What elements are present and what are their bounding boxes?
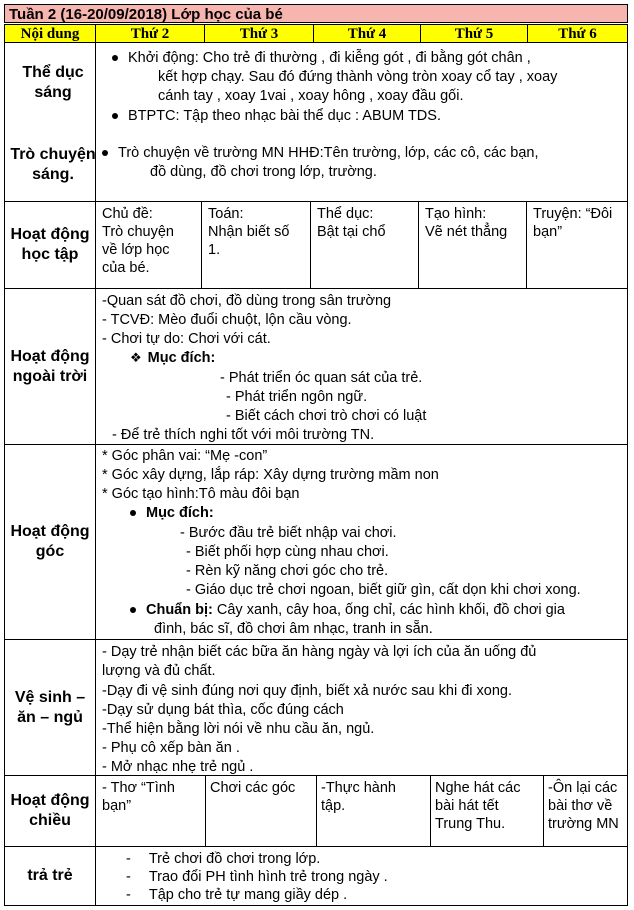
cell-line: - Thơ “Tình [102,780,175,796]
cell-line: Chủ đề: [102,206,153,222]
cell-line: bạn” [533,224,563,240]
diamond-bullet-icon: ❖ [130,350,142,365]
cell-line: Vẽ nét thẳng [425,224,508,240]
list-item: - Để trẻ thích nghi tốt với môi trường TN. [112,427,375,443]
list-item: - Biết cách chơi trò chơi có luật [226,408,427,424]
cell-line: Toán: [208,206,244,222]
cell-line: trường MN [548,816,619,832]
hoc-tap-wed [310,201,419,289]
cell-line: Chơi các góc [210,780,296,796]
label-ngoai-troi: Hoạt động ngoài trời [4,288,96,445]
lesson-plan-sheet [4,4,630,906]
list-item: Khởi động: Cho trẻ đi thường , đi kiễng gót , đi bằng gót chân , [136,49,531,67]
list-item: BTPTC: Tập theo nhạc bài thể dục : ABUM TDS. [136,107,441,125]
label-tra-tre: trả trẻ [4,846,96,906]
label-chieu: Hoạt động chiều [4,775,96,847]
header-tue: Thứ 3 [204,24,314,43]
list-item: * Góc phân vai: “Mẹ -con” [102,448,268,464]
cell-line: -Ôn lại các [548,780,618,796]
label-cell-morning [4,42,96,202]
header-mon: Thứ 2 [95,24,205,43]
hoc-tap-thu [418,201,527,289]
cell-line: bài hát tết [435,798,499,814]
cell-line: bạn” [102,798,132,814]
chieu-tue [205,775,317,847]
list-item: kết hợp chạy. Sau đó đứng thành vòng tròn xoay cổ tay , xoay [158,69,558,85]
label-goc: Hoạt động góc [4,444,96,640]
list-item: * Góc tạo hình:Tô màu đôi bạn [102,486,300,502]
list-item: -Quan sát đồ chơi, đồ dùng trong sân trường [102,293,392,309]
bullet-icon [112,55,118,61]
cell-line: bài thơ về [548,798,613,814]
cell-line: Nghe hát các [435,780,521,796]
bullet-icon [130,607,136,613]
hoc-tap-tue [201,201,311,289]
hoc-tap-fri [526,201,628,289]
goc-content [95,444,628,640]
list-item: - Trao đổi PH tình hình trẻ trong ngày . [126,869,388,885]
list-item: - Tập cho trẻ tự mang giầy dép . [126,887,348,903]
cell-line: -Thực hành [321,780,396,796]
list-item: - TCVĐ: Mèo đuổi chuột, lộn cầu vòng. [102,312,352,328]
list-item: - Bước đầu trẻ biết nhập vai chơi. [180,525,397,541]
label-hoc-tap: Hoạt động học tập [4,201,96,289]
chieu-thu [430,775,544,847]
chieu-wed [316,775,431,847]
header-wed: Thứ 4 [313,24,421,43]
cell-line: Trò chuyện [102,224,174,240]
bullet-icon [112,113,118,119]
cell-line: tập. [321,798,346,814]
muc-dich-heading: ❖ Mục đích: [130,350,216,366]
header-thu: Thứ 5 [420,24,528,43]
chieu-fri [543,775,628,847]
muc-dich-heading: Mục đích: [154,504,214,522]
hoc-tap-mon [95,201,202,289]
cell-line: Truyện: “Đôi [533,206,613,222]
list-item: - Rèn kỹ năng chơi góc cho trẻ. [186,563,389,579]
list-item: đồ dùng, đồ chơi trong lớp, trường. [150,164,377,180]
cell-line: Tạo hình: [425,206,487,222]
tra-tre-content [95,846,628,906]
cell-line: của bé. [102,260,150,276]
list-item: * Góc xây dựng, lắp ráp: Xây dựng trường mầm non [102,467,439,483]
list-item: - Biết phối hợp cùng nhau chơi. [186,544,389,560]
header-fri: Thứ 6 [527,24,628,43]
list-item: - Mở nhạc nhẹ trẻ ngủ . [102,759,254,775]
header-content: Nội dung [4,24,96,43]
list-item: - Dạy trẻ nhận biết các bữa ăn hàng ngày và lợi ích của ăn uống đủ [102,644,537,660]
label-the-duc: Thể dục sáng [22,64,84,101]
bullet-icon [130,510,136,516]
list-item: - Phụ cô xếp bàn ăn . [102,740,240,756]
list-item: - Phát triển ngôn ngữ. [226,389,368,405]
list-item: lượng và đủ chất. [102,663,216,679]
list-item: -Dạy đi vệ sinh đúng nơi quy định, biết xả nước sau khi đi xong. [102,683,512,699]
list-item: - Giáo dục trẻ chơi ngoan, biết giữ gìn, cất dọn khi chơi xong. [186,582,581,598]
cell-line: Bật tại chổ [317,224,386,240]
list-item: cánh tay , xoay 1vai , xoay hông , xoay đầu gối. [158,88,464,104]
list-item: -Thể hiện bằng lời nói về nhu cầu ăn, ngủ. [102,721,375,737]
cell-line: Thể dục: [317,206,374,222]
chieu-mon [95,775,206,847]
cell-line: Nhận biết số [208,224,290,240]
morning-content [95,42,628,202]
cell-line: về lớp học [102,242,170,258]
page-title: Tuần 2 (16-20/09/2018) Lớp học của bé [4,4,628,23]
cell-line: 1. [208,242,221,258]
list-item: -Dạy sử dụng bát thìa, cốc đúng cách [102,702,344,718]
label-ve-sinh: Vệ sinh – ăn – ngủ [4,639,96,776]
chuan-bi-line: Chuẩn bị: Cây xanh, cây hoa, ống chỉ, các hình khối, đồ chơi gia [154,601,565,619]
cell-line: Trung Thu. [435,816,506,832]
label-tro-chuyen: Trò chuyện sáng. [10,146,96,183]
list-item: - Phát triển óc quan sát của trẻ. [220,370,423,386]
list-item: - Chơi tự do: Chơi với cát. [102,331,271,347]
ve-sinh-content [95,639,628,776]
bullet-icon [102,150,108,156]
list-item: Trò chuyện về trường MN HHĐ:Tên trường, lớp, các cô, các bạn, [126,144,539,162]
ngoai-troi-content [95,288,628,445]
list-item: - Trẻ chơi đồ chơi trong lớp. [126,851,321,867]
list-item: đình, bác sĩ, đồ chơi âm nhạc, tranh in sẵn. [154,621,433,637]
